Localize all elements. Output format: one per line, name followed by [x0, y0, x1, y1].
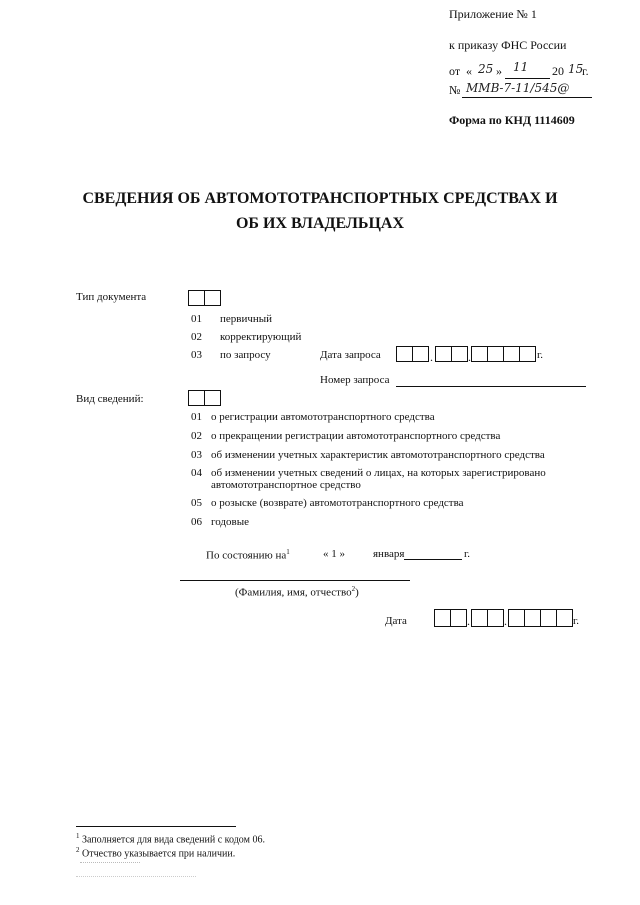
footnote-1	[76, 832, 265, 845]
footnote-2	[76, 846, 235, 859]
order-date-day: 25	[478, 62, 494, 76]
info-type-code-cells[interactable]	[188, 390, 220, 406]
as-of-text: По состоянию на	[206, 549, 287, 562]
appendix-label: Приложение № 1	[449, 7, 537, 21]
as-of-day: « 1 »	[323, 548, 345, 560]
footnote-ref: 1	[286, 548, 290, 556]
date-label: Дата	[385, 615, 407, 627]
info-type-option-label: о регистрации автомототранспортного средства	[211, 411, 435, 423]
request-date-day-cells[interactable]	[396, 346, 428, 362]
doc-type-option-code: 03	[191, 349, 202, 361]
full-name-field[interactable]	[180, 580, 410, 581]
request-number-label: Номер запроса	[320, 374, 390, 386]
doc-type-option-code: 01	[191, 313, 202, 325]
request-date-cell[interactable]	[519, 346, 536, 362]
footnote-ref: 2	[351, 585, 356, 593]
scan-artifact	[80, 862, 140, 867]
request-date-cell[interactable]	[435, 346, 452, 362]
footnote-text: Заполняется для вида сведений с кодом 06.	[82, 834, 265, 846]
order-date-prefix: от	[449, 64, 461, 78]
date-month-cells[interactable]	[471, 609, 503, 627]
as-of-year-mark: г.	[464, 548, 471, 560]
document-title-line2: ОБ ИХ ВЛАДЕЛЬЦАХ	[235, 215, 405, 232]
doc-type-label: Тип документа	[76, 291, 147, 303]
order-date-quote-open: «	[466, 64, 472, 78]
footnote-divider	[76, 826, 236, 827]
scan-artifact	[76, 876, 196, 881]
document-title-line1: СВЕДЕНИЯ ОБ АВТОМОТОТРАНСПОРТНЫХ СРЕДСТВАХ И	[82, 190, 558, 207]
doc-type-option-label: по запросу	[220, 349, 271, 361]
info-type-option-code: 05	[191, 497, 202, 509]
date-day-cells[interactable]	[434, 609, 466, 627]
request-date-cell[interactable]	[487, 346, 504, 362]
doc-type-cell[interactable]	[204, 290, 221, 306]
order-number-value: ММВ-7-11/545@	[466, 81, 570, 95]
date-cell[interactable]	[487, 609, 504, 627]
order-date-year-suffix: 15	[568, 62, 584, 76]
caption-text: (Фамилия, имя, отчество	[235, 586, 352, 599]
order-date-month: 11	[513, 60, 529, 74]
info-type-option-code: 06	[191, 516, 202, 528]
request-date-label: Дата запроса	[320, 349, 381, 361]
request-number-field[interactable]	[396, 386, 586, 387]
date-cell[interactable]	[434, 609, 451, 627]
order-number-prefix: №	[449, 83, 461, 97]
info-type-option-label: годовые	[211, 516, 249, 528]
date-year-mark: г.	[573, 615, 580, 627]
date-cell[interactable]	[471, 609, 488, 627]
date-separator-dot: .	[467, 614, 470, 628]
info-type-option-label: об изменении учетных сведений о лицах, на которых зарегистрировано	[211, 467, 546, 479]
info-type-option-code: 02	[191, 430, 202, 442]
date-separator-dot: .	[430, 350, 433, 364]
order-date-year-prefix: 20	[552, 64, 564, 78]
request-date-cell[interactable]	[471, 346, 488, 362]
info-type-option-code: 03	[191, 449, 202, 461]
as-of-label	[206, 548, 290, 562]
doc-type-option-label: первичный	[220, 313, 273, 325]
request-date-year-mark: г.	[537, 349, 544, 361]
doc-type-cell[interactable]	[188, 290, 205, 306]
doc-type-option-code: 02	[191, 331, 202, 343]
info-type-cell[interactable]	[188, 390, 205, 406]
request-date-cell[interactable]	[451, 346, 468, 362]
form-code: Форма по КНД 1114609	[449, 113, 575, 127]
info-type-label: Вид сведений:	[76, 393, 144, 405]
info-type-option-label: о прекращении регистрации автомототранспортного средства	[211, 430, 501, 442]
doc-type-code-cells[interactable]	[188, 290, 220, 306]
as-of-month: января	[373, 548, 405, 560]
date-cell[interactable]	[508, 609, 525, 627]
info-type-option-code: 04	[191, 467, 202, 479]
date-separator-dot: .	[468, 350, 471, 364]
request-date-cell[interactable]	[503, 346, 520, 362]
order-month-line	[505, 78, 550, 79]
caption-end: )	[355, 586, 359, 599]
date-cell[interactable]	[524, 609, 541, 627]
date-cell[interactable]	[450, 609, 467, 627]
request-date-cell[interactable]	[396, 346, 413, 362]
order-date-year-mark: г.	[582, 64, 589, 78]
date-year-cells[interactable]	[508, 609, 572, 627]
date-cell[interactable]	[540, 609, 557, 627]
date-separator-dot: .	[504, 614, 507, 628]
order-prefix: к приказу ФНС России	[449, 38, 567, 52]
footnote-text: Отчество указывается при наличии.	[82, 848, 236, 860]
footnote-mark: 2	[76, 846, 80, 854]
full-name-caption	[235, 585, 359, 599]
footnote-mark: 1	[76, 832, 80, 840]
order-date-quote-close: »	[496, 64, 502, 78]
request-date-cell[interactable]	[412, 346, 429, 362]
info-type-cell[interactable]	[204, 390, 221, 406]
date-cell[interactable]	[556, 609, 573, 627]
info-type-option-label: об изменении учетных характеристик автомототранспортного средства	[211, 449, 545, 461]
request-date-month-cells[interactable]	[435, 346, 467, 362]
info-type-option-label-cont: автомототранспортное средство	[211, 479, 361, 491]
info-type-option-code: 01	[191, 411, 202, 423]
doc-type-option-label: корректирующий	[220, 331, 302, 343]
request-date-year-cells[interactable]	[471, 346, 535, 362]
as-of-year-field[interactable]	[404, 559, 462, 560]
order-number-line	[462, 97, 592, 98]
info-type-option-label: о розыске (возврате) автомототранспортного средства	[211, 497, 464, 509]
